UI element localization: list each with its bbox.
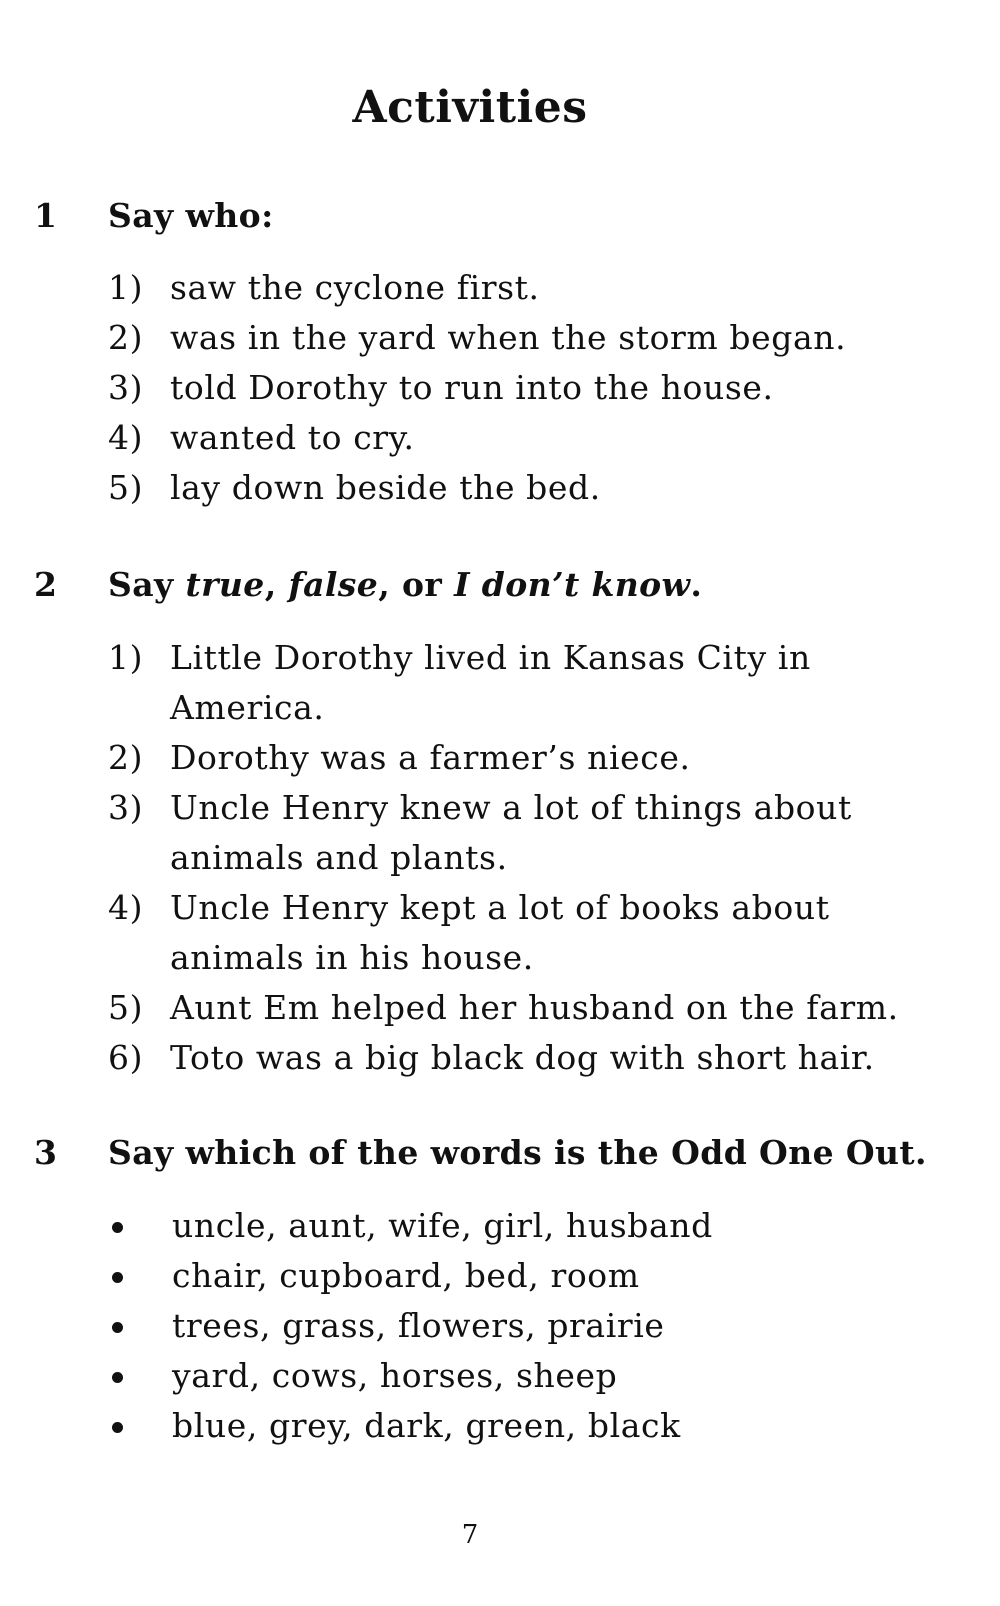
item-number: 1) (108, 268, 144, 307)
item-text: wanted to cry. (170, 418, 415, 457)
list-item (0, 1033, 900, 1083)
activity-number: 2 (34, 565, 57, 604)
item-text: yard, cows, horses, sheep (172, 1356, 618, 1395)
item-number: 6) (108, 1038, 144, 1077)
bullet-icon (112, 1272, 123, 1283)
item-text: was in the yard when the storm began. (170, 318, 847, 357)
list-item (0, 313, 900, 363)
list-item (0, 883, 900, 983)
bullet-icon (112, 1422, 123, 1433)
bullet-icon (112, 1372, 123, 1383)
item-text: blue, grey, dark, green, black (172, 1406, 681, 1445)
item-text: Dorothy was a farmer’s niece. (170, 738, 691, 777)
item-text: Aunt Em helped her husband on the farm. (170, 988, 899, 1027)
instruction-false: false (288, 565, 379, 604)
list-item (0, 1401, 1000, 1451)
bullet-icon (112, 1222, 123, 1233)
item-number: 4) (108, 418, 144, 457)
instruction-say: Say (108, 565, 174, 604)
list-item (0, 1351, 1000, 1401)
item-text: chair, cupboard, bed, room (172, 1256, 640, 1295)
list-item (0, 983, 900, 1033)
instruction-or: , or (378, 565, 443, 604)
list-item (0, 263, 900, 313)
activity-1-list (0, 263, 1000, 513)
activity-3-list (0, 1201, 1000, 1451)
activity-instruction (108, 565, 702, 604)
instruction-period: . (690, 565, 703, 604)
list-item (0, 463, 900, 513)
list-item (0, 783, 900, 883)
item-number: 2) (108, 738, 144, 777)
item-text: Little Dorothy lived in Kansas City in America. (170, 638, 811, 727)
activity-instruction: Say which of the words is the Odd One Out. (108, 1133, 927, 1172)
item-number: 2) (108, 318, 144, 357)
item-number: 5) (108, 988, 144, 1027)
item-number: 1) (108, 638, 144, 677)
item-text: Uncle Henry kept a lot of books about animals in his house. (170, 888, 830, 977)
bullet-icon (112, 1322, 123, 1333)
instruction-true: true (185, 565, 265, 604)
item-text: saw the cyclone first. (170, 268, 540, 307)
page-number: 7 (461, 1520, 479, 1550)
item-number: 4) (108, 888, 144, 927)
instruction-dont-know: I don’t know (454, 565, 691, 604)
item-number: 3) (108, 788, 144, 827)
list-item (0, 413, 900, 463)
item-number: 3) (108, 368, 144, 407)
page-title: Activities (352, 82, 588, 133)
list-item (0, 1251, 1000, 1301)
list-item (0, 363, 900, 413)
list-item (0, 1201, 1000, 1251)
item-text: trees, grass, flowers, prairie (172, 1306, 665, 1345)
list-item (0, 733, 900, 783)
item-text: uncle, aunt, wife, girl, husband (172, 1206, 713, 1245)
activity-instruction: Say who: (108, 196, 274, 235)
item-number: 5) (108, 468, 144, 507)
activity-2-list (0, 633, 1000, 1083)
item-text: Toto was a big black dog with short hair. (170, 1038, 875, 1077)
item-text: lay down beside the bed. (170, 468, 601, 507)
list-item (0, 1301, 1000, 1351)
list-item (0, 633, 900, 733)
instruction-comma: , (264, 565, 277, 604)
activity-number: 3 (34, 1133, 57, 1172)
activity-number: 1 (34, 196, 57, 235)
item-text: told Dorothy to run into the house. (170, 368, 774, 407)
item-text: Uncle Henry knew a lot of things about animals and plants. (170, 788, 852, 877)
